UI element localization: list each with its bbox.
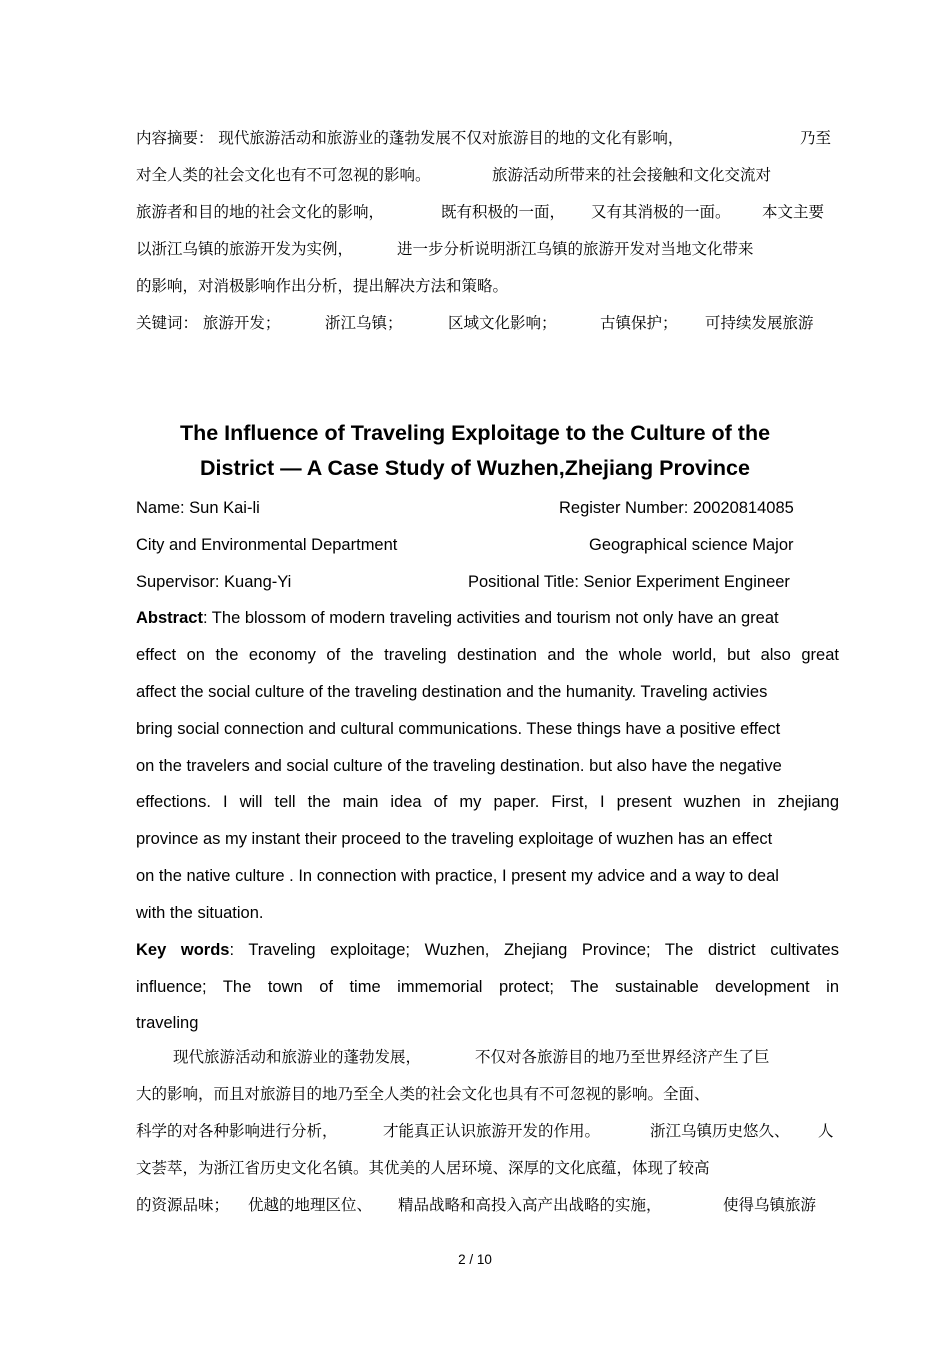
- abstract-line-1: Abstract: The blossom of modern traveling activities and tourism not only have an great: [136, 609, 779, 627]
- cn-abstract-line-4: 以浙江乌镇的旅游开发为实例， 进一步分析说明浙江乌镇的旅游开发对当地文化带来: [136, 240, 754, 258]
- register-number: Register Number: 20020814085: [559, 499, 794, 517]
- body-line-4: 文荟萃，为浙江省历史文化名镇。其优美的人居环境、深厚的文化底蕴，体现了较高: [136, 1159, 710, 1177]
- title-line-2: District — A Case Study of Wuzhen,Zhejiang Province: [200, 456, 750, 480]
- cn-abstract-line-1: 内容摘要： 现代旅游活动和旅游业的蓬勃发展不仅对旅游目的地的文化有影响， 乃至: [136, 129, 832, 147]
- abstract-line-8: on the native culture . In connection with practice, I present my advice and a way to deal: [136, 867, 779, 885]
- body-line-5: 的资源品味； 优越的地理区位、 精品战略和高投入高产出战略的实施， 使得乌镇旅游: [136, 1196, 817, 1214]
- abstract-line-3: affect the social culture of the traveling destination and the humanity. Traveling activies: [136, 683, 768, 701]
- major: Geographical science Major: [589, 536, 794, 554]
- title-line-1: The Influence of Traveling Exploitage to the Culture of the: [179, 421, 771, 445]
- cn-keywords: 关键词： 旅游开发； 浙江乌镇； 区域文化影响； 古镇保护； 可持续发展旅游: [136, 314, 814, 332]
- body-line-2: 大的影响，而且对旅游目的地乃至全人类的社会文化也具有不可忽视的影响。全面、: [136, 1085, 710, 1103]
- body-line-3: 科学的对各种影响进行分析， 才能真正认识旅游开发的作用。 浙江乌镇历史悠久、 人: [136, 1122, 834, 1140]
- author-name: Name: Sun Kai-li: [136, 499, 260, 517]
- keywords-label: Key words: [136, 941, 230, 959]
- keywords-line-1: Key words: Traveling exploitage; Wuzhen, Zhejiang Province; The district cultivates: [136, 941, 839, 959]
- body-line-1: 现代旅游活动和旅游业的蓬勃发展， 不仅对各旅游目的地乃至世界经济产生了巨: [173, 1048, 770, 1066]
- keywords-line-2: influence; The town of time immemorial protect; The sustainable development in: [136, 978, 839, 996]
- keywords-line-3: traveling: [136, 1014, 199, 1032]
- cn-abstract-line-3: 旅游者和目的地的社会文化的影响， 既有积极的一面， 又有其消极的一面。 本文主要: [136, 203, 825, 221]
- cn-abstract-line-2: 对全人类的社会文化也有不可忽视的影响。 旅游活动所带来的社会接触和文化交流对: [136, 166, 772, 184]
- abstract-label: Abstract: [136, 609, 203, 627]
- abstract-line-4: bring social connection and cultural communications. These things have a positive effect: [136, 720, 781, 738]
- abstract-line-7: province as my instant their proceed to the traveling exploitage of wuzhen has an effect: [136, 830, 773, 848]
- abstract-line-9: with the situation.: [136, 904, 264, 922]
- page-number: 2 / 10: [458, 1252, 492, 1267]
- cn-abstract-line-5: 的影响，对消极影响作出分析，提出解决方法和策略。: [136, 277, 509, 295]
- department: City and Environmental Department: [136, 536, 398, 554]
- abstract-line-6: effections. I will tell the main idea of my paper. First, I present wuzhen in zhejiang: [136, 793, 839, 811]
- supervisor: Supervisor: Kuang-Yi: [136, 573, 292, 591]
- positional-title: Positional Title: Senior Experiment Engineer: [468, 573, 790, 591]
- abstract-line-5: on the travelers and social culture of the traveling destination. but also have the negative: [136, 757, 782, 775]
- abstract-line-2: effect on the economy of the traveling destination and the whole world, but also great: [136, 646, 839, 664]
